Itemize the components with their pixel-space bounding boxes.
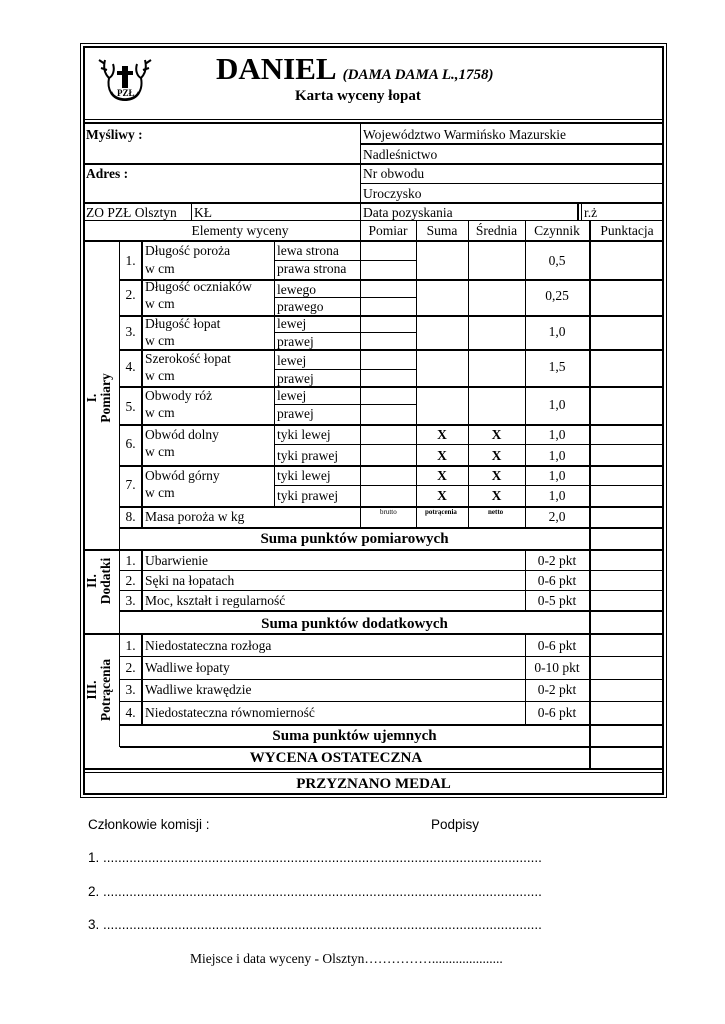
bonus-3-name: Moc, kształt i regularność	[145, 593, 286, 608]
section-1-sum-label: Suma punktów pomiarowych	[260, 531, 449, 547]
acquired-date-field[interactable]: Data pozyskania	[363, 205, 453, 220]
deduction-2-number: 2.	[125, 660, 136, 675]
col-header-sum: Suma	[426, 223, 458, 238]
row-6-name: Obwód dolny	[145, 427, 219, 442]
row-7-sub-right: tyki prawej	[277, 488, 339, 503]
deduction-3-number: 3.	[125, 682, 136, 697]
bonus-1-range: 0-2 pkt	[537, 553, 577, 568]
row-7-avg-right-x: X	[491, 488, 502, 503]
col-header-average: Średnia	[475, 223, 518, 238]
row-7-unit: w cm	[145, 485, 175, 500]
row-3-factor: 1,0	[548, 324, 566, 339]
title-main: DANIEL	[216, 51, 335, 86]
deduction-2-name: Wadliwe łopaty	[145, 660, 230, 675]
row-1-number: 1.	[125, 253, 136, 268]
section-2-label: II. Dodatki	[84, 557, 113, 605]
signature-line-1[interactable]: 1. .....................................................................................................................	[88, 850, 542, 865]
row-2-number: 2.	[125, 287, 136, 302]
hunter-label: Myśliwy :	[86, 127, 143, 142]
logo-text: PZŁ	[117, 88, 135, 98]
row-3-name: Długość łopat	[145, 316, 221, 331]
row-2-sub-right: prawego	[277, 299, 324, 314]
deduction-1-range: 0-6 pkt	[537, 638, 577, 653]
row-7-sum-left-x: X	[437, 468, 447, 483]
deduction-4-name: Niedostateczna równomierność	[145, 705, 315, 720]
row-7-sub-left: tyki lewej	[277, 468, 331, 483]
signatures-label: Podpisy	[431, 817, 480, 832]
row-2-name: Długość oczniaków	[145, 279, 252, 294]
deduction-1-name: Niedostateczna rozłoga	[145, 638, 272, 653]
row-3-sub-left: lewej	[277, 316, 307, 331]
row-6-sum-right-x: X	[437, 448, 447, 463]
bonus-2-name: Sęki na łopatach	[145, 573, 235, 588]
row-6-unit: w cm	[145, 444, 175, 459]
row-8-name: Masa poroża w kg	[145, 509, 245, 524]
row-7-factor-left: 1,0	[548, 468, 566, 483]
deduction-1-number: 1.	[125, 638, 136, 653]
section-2-sum-label: Suma punktów dodatkowych	[261, 616, 448, 632]
row-6-avg-right-x: X	[491, 448, 502, 463]
voivodeship-field[interactable]: Województwo Warmińsko Mazurskie	[363, 127, 567, 142]
committee-label: Członkowie komisji :	[88, 817, 210, 832]
address-label: Adres :	[86, 166, 129, 181]
section-3-sum-label: Suma punktów ujemnych	[272, 728, 437, 744]
row-1-sub-right: prawa strona	[277, 261, 347, 276]
pzl-logo-icon	[93, 52, 157, 116]
deduction-4-number: 4.	[125, 705, 136, 720]
row-6-sub-right: tyki prawej	[277, 448, 339, 463]
final-valuation-label: WYCENA OSTATECZNA	[249, 750, 423, 766]
row-7-number: 7.	[125, 477, 136, 492]
row-4-unit: w cm	[145, 368, 175, 383]
medal-awarded-label: PRZYZNANO MEDAL	[296, 776, 451, 792]
page-subtitle: Karta wyceny łopat	[295, 88, 421, 104]
row-3-unit: w cm	[145, 333, 175, 348]
row-8-number: 8.	[125, 509, 136, 524]
row-5-name: Obwody róż	[145, 388, 213, 403]
row-4-name: Szerokość łopat	[145, 351, 231, 366]
bonus-2-range: 0-6 pkt	[537, 573, 577, 588]
row-5-sub-right: prawej	[277, 406, 314, 421]
row-7-name: Obwód górny	[145, 468, 220, 483]
district-number-field[interactable]: Nr obwodu	[363, 166, 425, 181]
bonus-2-number: 2.	[125, 573, 136, 588]
row-6-avg-left-x: X	[491, 427, 502, 442]
row-5-unit: w cm	[145, 405, 175, 420]
deduction-3-range: 0-2 pkt	[537, 682, 577, 697]
row-2-unit: w cm	[145, 296, 175, 311]
bonus-3-number: 3.	[125, 593, 136, 608]
col-header-elements: Elementy wyceny	[191, 223, 289, 238]
row-6-sub-left: tyki lewej	[277, 427, 331, 442]
row-4-sub-right: prawej	[277, 371, 314, 386]
locality-field[interactable]: Uroczysko	[363, 186, 422, 201]
age-field[interactable]: r.ż	[584, 205, 598, 220]
forest-district-field[interactable]: Nadleśnictwo	[363, 147, 438, 162]
bonus-3-range: 0-5 pkt	[537, 593, 577, 608]
row-7-factor-right: 1,0	[548, 488, 566, 503]
row-4-factor: 1,5	[548, 359, 566, 374]
row-3-number: 3.	[125, 324, 136, 339]
row-1-sub-left: lewa strona	[277, 243, 339, 258]
row-4-number: 4.	[125, 359, 136, 374]
row-6-factor-left: 1,0	[548, 427, 566, 442]
row-5-factor: 1,0	[548, 397, 566, 412]
row-1-factor: 0,5	[548, 253, 566, 268]
bonus-1-number: 1.	[125, 553, 136, 568]
row-7-avg-left-x: X	[491, 468, 502, 483]
signature-line-3[interactable]: 3. .....................................................................................................................	[88, 917, 542, 932]
row-1-name: Długość poroża	[145, 243, 231, 258]
mass-netto-label: netto	[488, 508, 504, 516]
section-1-label: I. Pomiary	[84, 373, 113, 423]
section-3-label: III. Potrącenia	[84, 658, 113, 722]
deduction-4-range: 0-6 pkt	[537, 705, 577, 720]
row-2-sub-left: lewego	[277, 282, 316, 297]
row-5-sub-left: lewej	[277, 388, 307, 403]
bonus-1-name: Ubarwienie	[145, 553, 208, 568]
col-header-measure: Pomiar	[368, 223, 408, 238]
mass-deduction-label: potrącenia	[425, 508, 457, 516]
row-6-sum-left-x: X	[437, 427, 447, 442]
deduction-2-range: 0-10 pkt	[534, 660, 580, 675]
row-4-sub-left: lewej	[277, 353, 307, 368]
row-6-number: 6.	[125, 436, 136, 451]
kl-field[interactable]: KŁ	[194, 205, 212, 220]
col-header-factor: Czynnik	[534, 223, 580, 238]
row-6-factor-right: 1,0	[548, 448, 566, 463]
row-2-factor: 0,25	[545, 288, 569, 303]
row-7-sum-right-x: X	[437, 488, 447, 503]
row-8-factor: 2,0	[548, 509, 566, 524]
col-header-points: Punktacja	[600, 223, 654, 238]
row-3-sub-right: prawej	[277, 334, 314, 349]
club-label: ZO PZŁ Olsztyn	[86, 205, 177, 220]
place-date-line[interactable]: Miejsce i data wyceny - Olsztyn…………….....................	[190, 951, 503, 966]
signature-line-2[interactable]: 2. .....................................................................................................................	[88, 884, 542, 899]
page-title	[216, 52, 493, 92]
mass-brutto-label: brutto	[380, 508, 397, 516]
deduction-3-name: Wadliwe krawędzie	[145, 682, 252, 697]
title-latin: (DAMA DAMA L.,1758)	[342, 67, 494, 83]
row-1-unit: w cm	[145, 261, 175, 276]
row-5-number: 5.	[125, 399, 136, 414]
